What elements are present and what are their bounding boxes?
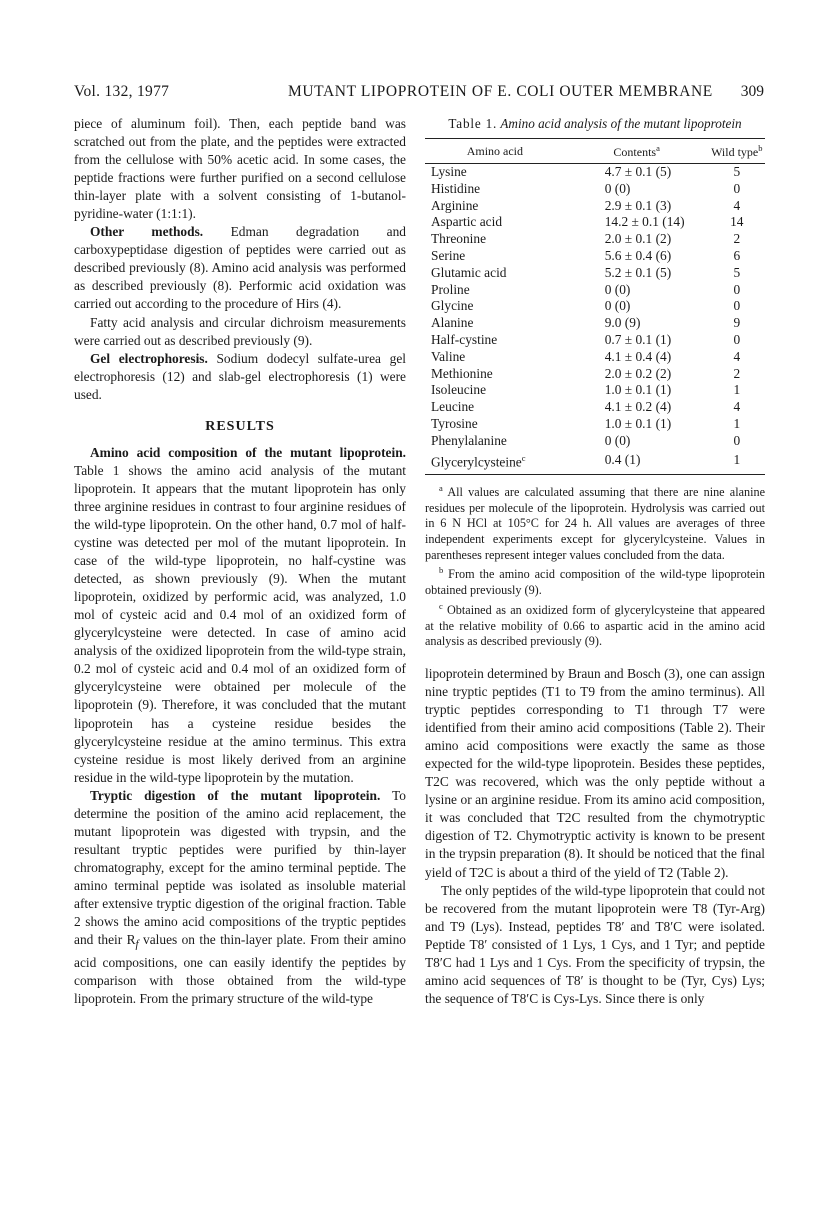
table-caption: Table 1. Amino acid analysis of the mutant lipoprotein xyxy=(448,116,742,131)
cell-contents: 1.0 ± 0.1 (1) xyxy=(604,382,672,398)
col-header-amino-acid: Amino acid xyxy=(425,139,565,164)
paragraph-tryptic-digestion: Tryptic digestion of the mutant lipoprotein. To determine the position of the amino acid replacement, the mutant lipoprotein was digested with trypsin, and the resultant tryptic peptides were purified by thin-layer chromatography, except for the amino terminal peptide. The amino terminal peptide was isolated as insoluble material after extensive tryptic digestion of the original fraction. Table 2 shows the amino acid compositions of the tryptic peptides and their $R_f$ values on the thin-layer plate. From their amino acid compositions, one can easily identify the peptides by comparison with those obtained from the wild-type lipoprotein. From the primary structure of the wild-type xyxy=(74,787,406,1006)
cell-amino-acid: Methionine xyxy=(431,365,493,381)
left-column xyxy=(74,115,406,1008)
cell-amino-acid: Alanine xyxy=(431,315,474,331)
subsection-heading-gel: Gel electrophoresis. xyxy=(90,350,208,366)
cell-contents: 0.7 ± 0.1 (1) xyxy=(604,331,672,347)
section-heading-results: RESULTS xyxy=(205,418,275,434)
cell-contents: 5.6 ± 0.4 (6) xyxy=(604,247,672,263)
cell-wild-type: 1 xyxy=(733,415,741,431)
table-row xyxy=(425,315,765,332)
cell-contents: 5.2 ± 0.1 (5) xyxy=(604,264,672,280)
cell-amino-acid: Valine xyxy=(431,348,466,364)
table-row xyxy=(425,164,765,181)
volume-label: Vol. 132, 1977 xyxy=(74,83,170,100)
cell-contents: 0 (0) xyxy=(604,281,631,297)
running-title: MUTANT LIPOPROTEIN OF E. COLI OUTER MEMBRANE xyxy=(288,83,713,100)
cell-amino-acid: Tyrosine xyxy=(431,415,478,431)
right-column xyxy=(425,665,765,1008)
table-row xyxy=(425,198,765,215)
table-row xyxy=(425,248,765,265)
cell-amino-acid: Half-cystine xyxy=(431,331,498,347)
table-row xyxy=(425,349,765,366)
cell-amino-acid: Glutamic acid xyxy=(431,264,507,280)
cell-contents: 2.0 ± 0.1 (2) xyxy=(604,231,672,247)
cell-wild-type: 0 xyxy=(733,281,741,297)
cell-amino-acid: Serine xyxy=(431,247,466,263)
cell-contents: 0 (0) xyxy=(604,432,631,448)
cell-wild-type: 14 xyxy=(730,214,744,230)
table-row xyxy=(425,399,765,416)
cell-contents: 14.2 ± 0.1 (14) xyxy=(604,214,685,230)
table-header-row xyxy=(425,139,765,164)
cell-amino-acid: Isoleucine xyxy=(431,382,487,398)
cell-amino-acid: Histidine xyxy=(431,180,481,196)
table-1-block xyxy=(425,115,765,650)
paragraph-tryptic-peptides: lipoprotein determined by Braun and Bosch (3), one can assign nine tryptic peptides (T1 to T9 from the amino terminus). All tryptic peptides corresponding to T1 through T7 were identified from their amino acid compositions (Table 2). Their amino acid compositions were exactly the same as those expected for the wild-type lipoprotein. Besides these peptides, T2C was recovered, which was the only peptide without a lysine or an arginine residue. From its amino acid composition, it was concluded that T2C resulted from the chymotryptic digestion of T2. Chymotryptic activity is known to be present in the trypsin preparation (8). It should be noticed that the final yield of T2C is about a third of the yield of T2 (Table 2). xyxy=(425,666,765,880)
subsection-heading-other-methods: Other methods. xyxy=(90,224,204,240)
cell-contents: 4.7 ± 0.1 (5) xyxy=(604,164,672,179)
cell-wild-type: 5 xyxy=(733,164,741,179)
subsection-heading-composition: Amino acid composition of the mutant lipoprotein. xyxy=(90,444,406,460)
paragraph-methods-continued: piece of aluminum foil). Then, each peptide band was scratched out from the plate, and the peptides were extracted from the cellulose with 50% acetic acid. In some cases, the peptide fractions were further purified on a second cellulose thin-layer plate with a solvent consisting of 1-butanol-pyridine-water (1:1:1). xyxy=(74,116,406,222)
cell-contents: 9.0 (9) xyxy=(604,315,641,331)
cell-wild-type: 6 xyxy=(733,247,741,263)
cell-contents: 2.9 ± 0.1 (3) xyxy=(604,197,672,213)
table-footnotes xyxy=(425,481,765,650)
paragraph-fatty-acid: Fatty acid analysis and circular dichroism measurements were carried out as described previously (9). xyxy=(74,314,406,348)
cell-wild-type: 4 xyxy=(733,197,741,213)
page-number: 309 xyxy=(740,83,764,100)
cell-wild-type: 1 xyxy=(709,450,765,475)
cell-amino-acid: Aspartic acid xyxy=(431,214,503,230)
footnote-a: $^a$ All values are calculated assuming that there are nine alanine residues per molecule of the lipoprotein. Hydrolysis was carried out in 6 N HCl at 105°C for 24 h. All values are averages of three independent experiments except for glycerylcysteine. Values in parentheses represent integer values concluded from the data. xyxy=(425,482,765,562)
cell-contents: 0.4 (1) xyxy=(565,450,709,475)
col-header-wild-type: Wild type$^b$ xyxy=(709,139,765,164)
cell-wild-type: 0 xyxy=(733,331,741,347)
cell-amino-acid: Glycine xyxy=(431,298,474,314)
cell-contents: 0 (0) xyxy=(604,298,631,314)
cell-amino-acid: Phenylalanine xyxy=(431,432,507,448)
cell-wild-type: 5 xyxy=(733,264,741,280)
amino-acid-table xyxy=(425,138,765,475)
table-row xyxy=(425,416,765,433)
page-header xyxy=(74,83,764,105)
footnote-b: $^b$ From the amino acid composition of the wild-type lipoprotein obtained previously (9). xyxy=(425,565,765,598)
table-row xyxy=(425,382,765,399)
paragraph-other-methods: Other methods. Edman degradation and carboxypeptidase digestion of peptides were carried out as described previously (8). Amino acid analysis was performed as described previously (8). Performic acid oxidation was carried out according to the procedure of Hirs (4). xyxy=(74,224,406,312)
table-row xyxy=(425,181,765,198)
table-row xyxy=(425,366,765,383)
cell-contents: 4.1 ± 0.2 (4) xyxy=(604,399,672,415)
cell-wild-type: 0 xyxy=(733,180,741,196)
table-row xyxy=(425,214,765,231)
table-row xyxy=(425,231,765,248)
cell-amino-acid: Arginine xyxy=(431,197,479,213)
cell-wild-type: 0 xyxy=(733,432,741,448)
cell-wild-type: 4 xyxy=(733,399,741,415)
table-row xyxy=(425,298,765,315)
cell-wild-type: 0 xyxy=(733,298,741,314)
cell-contents: 2.0 ± 0.2 (2) xyxy=(604,365,672,381)
cell-contents: 4.1 ± 0.4 (4) xyxy=(604,348,672,364)
footnote-c: $^c$ Obtained as an oxidized form of glycerylcysteine that appeared at the relative mobility of 0.66 to aspartic acid in the amino acid analysis as described previously (9). xyxy=(425,600,765,649)
cell-wild-type: 2 xyxy=(733,365,741,381)
paragraph-missing-peptides: The only peptides of the wild-type lipoprotein that could not be recovered from the mutant lipoprotein were T8 (Tyr-Arg) and T9 (Lys). Instead, peptides T8′ and T8′C were isolated. Peptide T8′ consisted of 1 Lys, 1 Cys, and 1 Tyr; and peptide T8′C had 1 Lys and 1 Cys. From the specificity of trypsin, the amino acid sequences of T8′ is thought to be (Tyr, Cys) Lys; the sequence of T8′C is Cys-Lys. Since there is only xyxy=(425,882,765,1006)
cell-wild-type: 4 xyxy=(733,348,741,364)
subsection-heading-tryptic: Tryptic digestion of the mutant lipoprotein. xyxy=(90,787,381,803)
cell-amino-acid: Glycerylcysteine$^c$ xyxy=(425,450,565,475)
cell-amino-acid: Leucine xyxy=(431,399,475,415)
table-row xyxy=(425,332,765,349)
cell-contents: 0 (0) xyxy=(604,180,631,196)
paragraph-amino-acid-composition: Amino acid composition of the mutant lipoprotein. Table 1 shows the amino acid analysis of the mutant lipoprotein. It appears that the mutant lipoprotein has only three arginine residues in contrast to four arginine residues of the wild-type lipoprotein. On the other hand, 0.7 mol of half-cystine was detected per mol of the mutant lipoprotein. In case of the wild-type lipoprotein, no half-cystine was detected, as shown previously (9). When the mutant lipoprotein, oxidized by performic acid, was analyzed, 1.0 mol of cysteic acid and 0.4 mol of an oxidized form of glycerylcysteine were detected. In case of amino acid analysis of the oxidized lipoprotein from the wild-type strain, 0.2 mol of cysteic acid and 0.4 mol of an oxidized form of glycerylcysteine were obtained per molecule of the lipoprotein (9). Therefore, it was concluded that the mutant lipoprotein has a cysteine residue besides the glycerylcysteine residue at the amino terminus. This extra cysteine residue is most likely derived from an arginine residue in the wild-type lipoprotein by the mutation. xyxy=(74,444,406,785)
cell-contents: 1.0 ± 0.1 (1) xyxy=(604,415,672,431)
cell-wild-type: 2 xyxy=(733,231,741,247)
cell-amino-acid: Proline xyxy=(431,281,470,297)
col-header-contents: Contents$^a$ xyxy=(565,139,709,164)
cell-wild-type: 1 xyxy=(733,382,741,398)
table-row xyxy=(425,433,765,450)
table-row xyxy=(425,450,765,475)
table-row xyxy=(425,265,765,282)
paragraph-gel-electrophoresis: Gel electrophoresis. Sodium dodecyl sulfate-urea gel electrophoresis (12) and slab-gel electrophoresis (1) were used. xyxy=(74,350,406,402)
cell-amino-acid: Lysine xyxy=(431,164,467,179)
table-row xyxy=(425,282,765,299)
cell-wild-type: 9 xyxy=(733,315,741,331)
cell-amino-acid: Threonine xyxy=(431,231,487,247)
